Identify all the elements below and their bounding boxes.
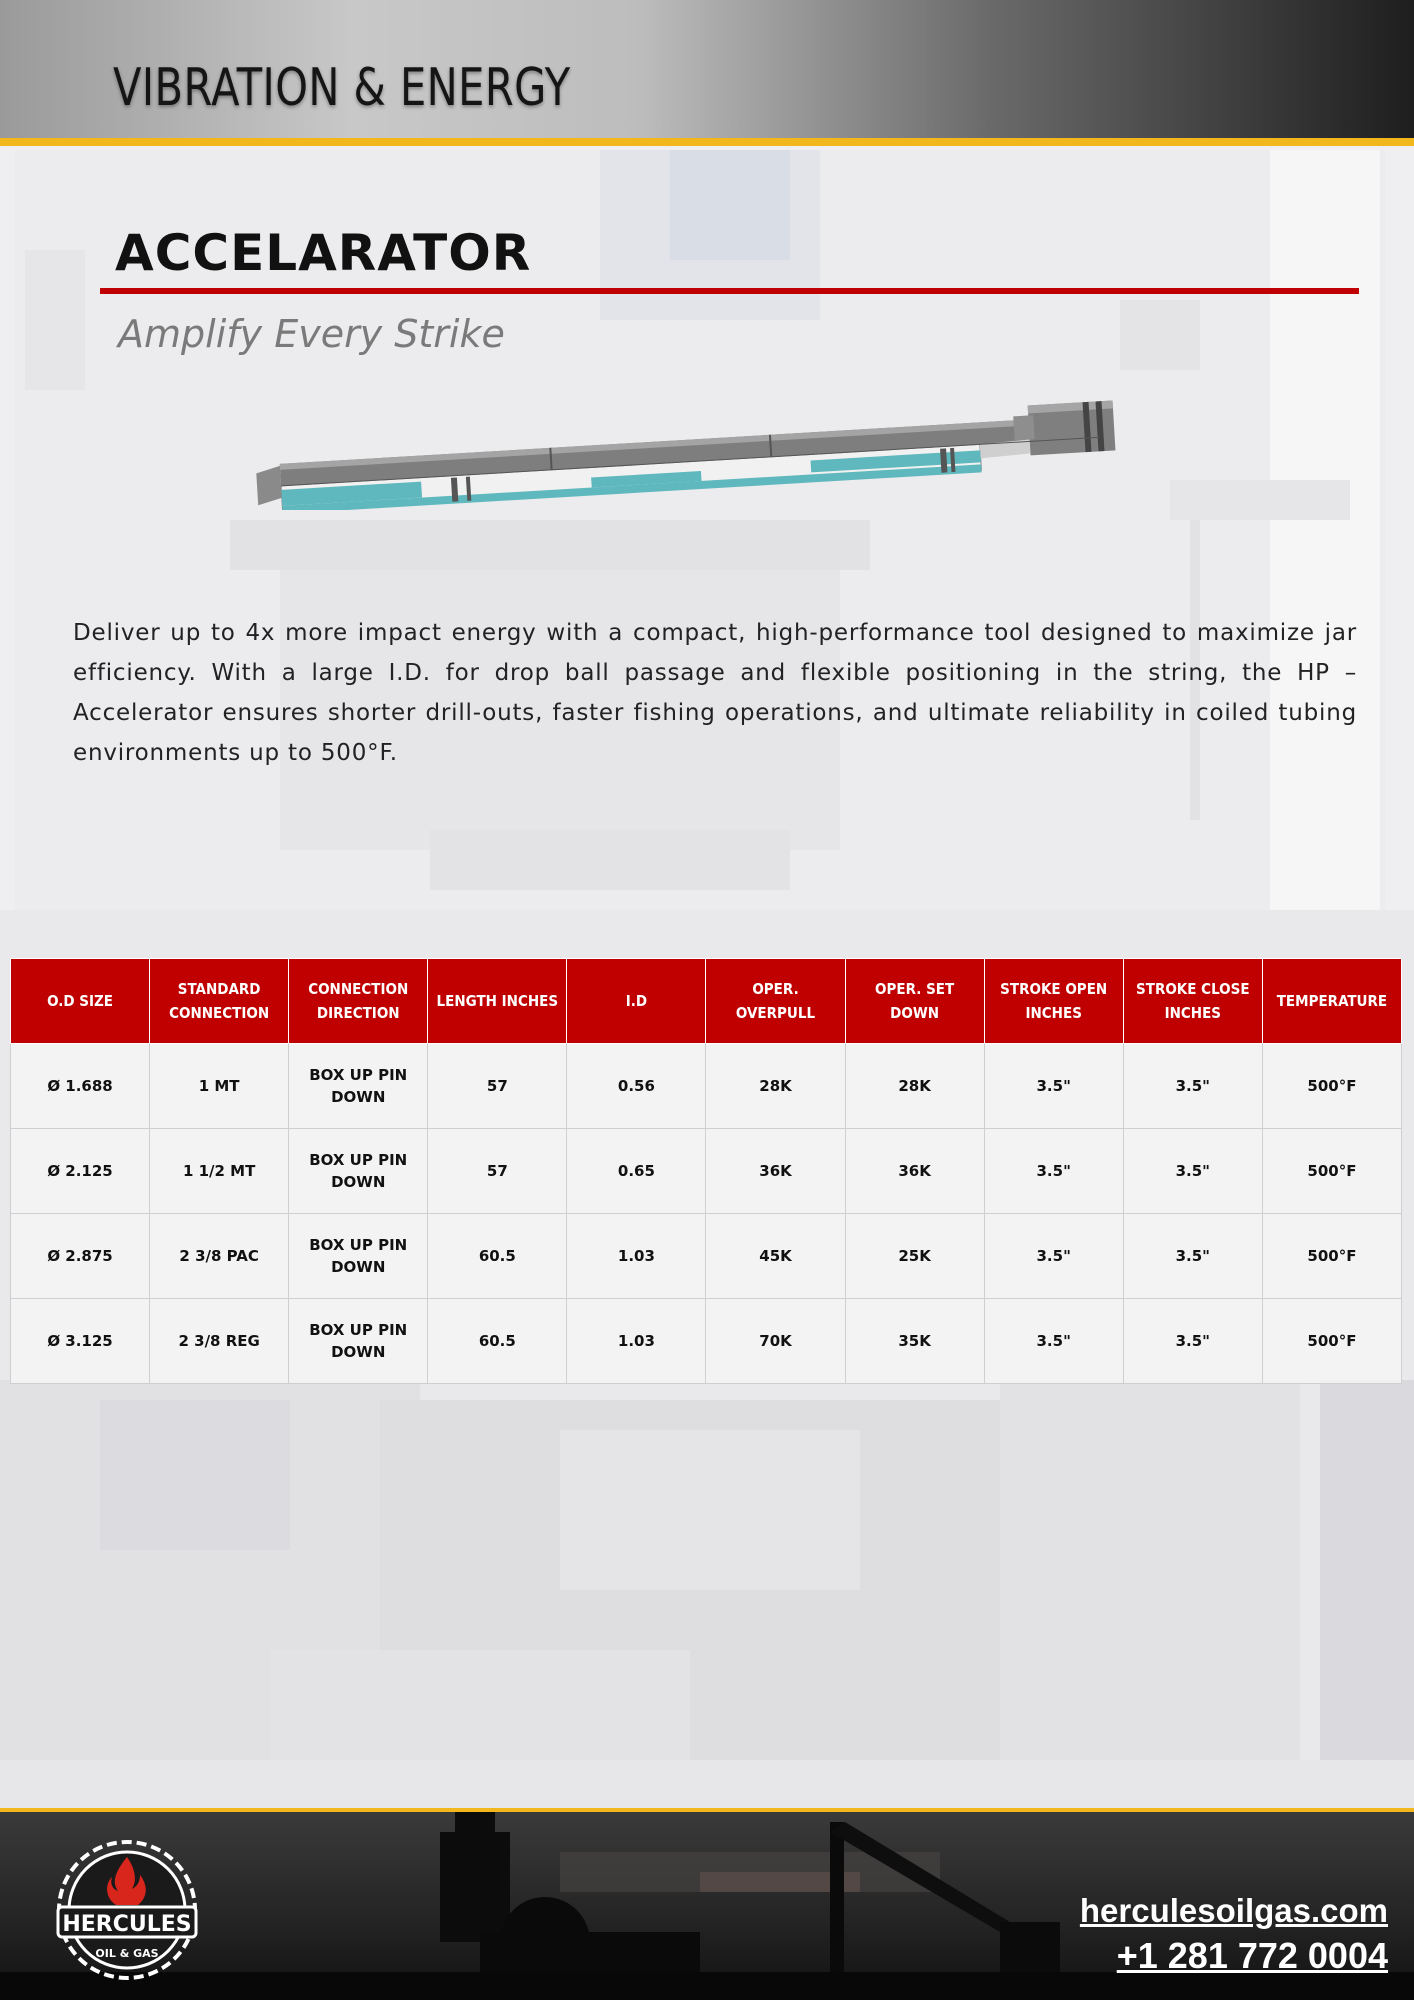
table-cell: 3.5" [1123, 1214, 1262, 1299]
table-cell: Ø 3.125 [11, 1299, 150, 1384]
product-tagline: Amplify Every Strike [118, 312, 505, 356]
table-header-row [11, 959, 1402, 1044]
column-header: I.D [567, 959, 706, 1044]
table-cell: 28K [706, 1044, 845, 1129]
table-cell: 0.65 [567, 1129, 706, 1214]
table-row [11, 1299, 1402, 1384]
table-cell: BOX UP PIN DOWN [289, 1214, 428, 1299]
column-header: STANDARD CONNECTION [150, 959, 289, 1044]
table-cell: 36K [706, 1129, 845, 1214]
table-cell: 57 [428, 1129, 567, 1214]
table-cell: 36K [845, 1129, 984, 1214]
table-cell: 1.03 [567, 1214, 706, 1299]
column-header: OPER. OVERPULL [706, 959, 845, 1044]
table-cell: 500°F [1262, 1129, 1401, 1214]
table-cell: 35K [845, 1299, 984, 1384]
accelerator-tool-illustration [250, 395, 1150, 510]
specs-table [10, 958, 1402, 1384]
phone-link[interactable]: +1 281 772 0004 [1116, 1935, 1388, 1976]
column-header: STROKE OPEN INCHES [984, 959, 1123, 1044]
table-cell: 45K [706, 1214, 845, 1299]
column-header: LENGTH INCHES [428, 959, 567, 1044]
table-cell: BOX UP PIN DOWN [289, 1044, 428, 1129]
table-cell: 60.5 [428, 1214, 567, 1299]
table-cell: BOX UP PIN DOWN [289, 1129, 428, 1214]
table-cell: 3.5" [1123, 1044, 1262, 1129]
table-cell: 70K [706, 1299, 845, 1384]
title-divider [100, 288, 1359, 294]
table-cell: Ø 2.875 [11, 1214, 150, 1299]
table-cell: Ø 1.688 [11, 1044, 150, 1129]
table-cell: 1.03 [567, 1299, 706, 1384]
table-row [11, 1044, 1402, 1129]
table-cell: 3.5" [984, 1214, 1123, 1299]
table-cell: 60.5 [428, 1299, 567, 1384]
column-header: OPER. SET DOWN [845, 959, 984, 1044]
logo-subtitle: OIL & GAS [95, 1947, 159, 1960]
column-header: CONNECTION DIRECTION [289, 959, 428, 1044]
table-cell: 25K [845, 1214, 984, 1299]
table-cell: 3.5" [984, 1299, 1123, 1384]
table-cell: 500°F [1262, 1044, 1401, 1129]
table-cell: 3.5" [1123, 1129, 1262, 1214]
column-header: TEMPERATURE [1262, 959, 1401, 1044]
column-header: STROKE CLOSE INCHES [1123, 959, 1262, 1044]
website-link[interactable]: herculesoilgas.com [1079, 1892, 1388, 1929]
table-cell: 2 3/8 PAC [150, 1214, 289, 1299]
product-description: Deliver up to 4x more impact energy with a compact, high-performance tool designed to maximize jar efficiency. With a large I.D. for drop ball passage and flexible positioning in the string, the HP – Accelerator ensures shorter drill-outs, faster fishing operations, and ultimate reliability in coiled tubing environments up to 500°F. [73, 620, 1357, 766]
table-cell: 1 1/2 MT [150, 1129, 289, 1214]
table-cell: 28K [845, 1044, 984, 1129]
hercules-logo [52, 1835, 202, 1985]
table-cell: 1 MT [150, 1044, 289, 1129]
table-cell: 500°F [1262, 1299, 1401, 1384]
table-cell: 3.5" [1123, 1299, 1262, 1384]
table-cell: BOX UP PIN DOWN [289, 1299, 428, 1384]
header-accent-bar [0, 138, 1414, 146]
table-row [11, 1214, 1402, 1299]
table-cell: 500°F [1262, 1214, 1401, 1299]
table-row [11, 1129, 1402, 1214]
section-title: VIBRATION & ENERGY [113, 58, 571, 118]
table-cell: 57 [428, 1044, 567, 1129]
table-cell: 3.5" [984, 1044, 1123, 1129]
product-title: ACCELARATOR [115, 224, 532, 282]
logo-wordmark: HERCULES [62, 1912, 192, 1937]
table-cell: Ø 2.125 [11, 1129, 150, 1214]
column-header: O.D SIZE [11, 959, 150, 1044]
table-cell: 0.56 [567, 1044, 706, 1129]
table-cell: 2 3/8 REG [150, 1299, 289, 1384]
table-cell: 3.5" [984, 1129, 1123, 1214]
